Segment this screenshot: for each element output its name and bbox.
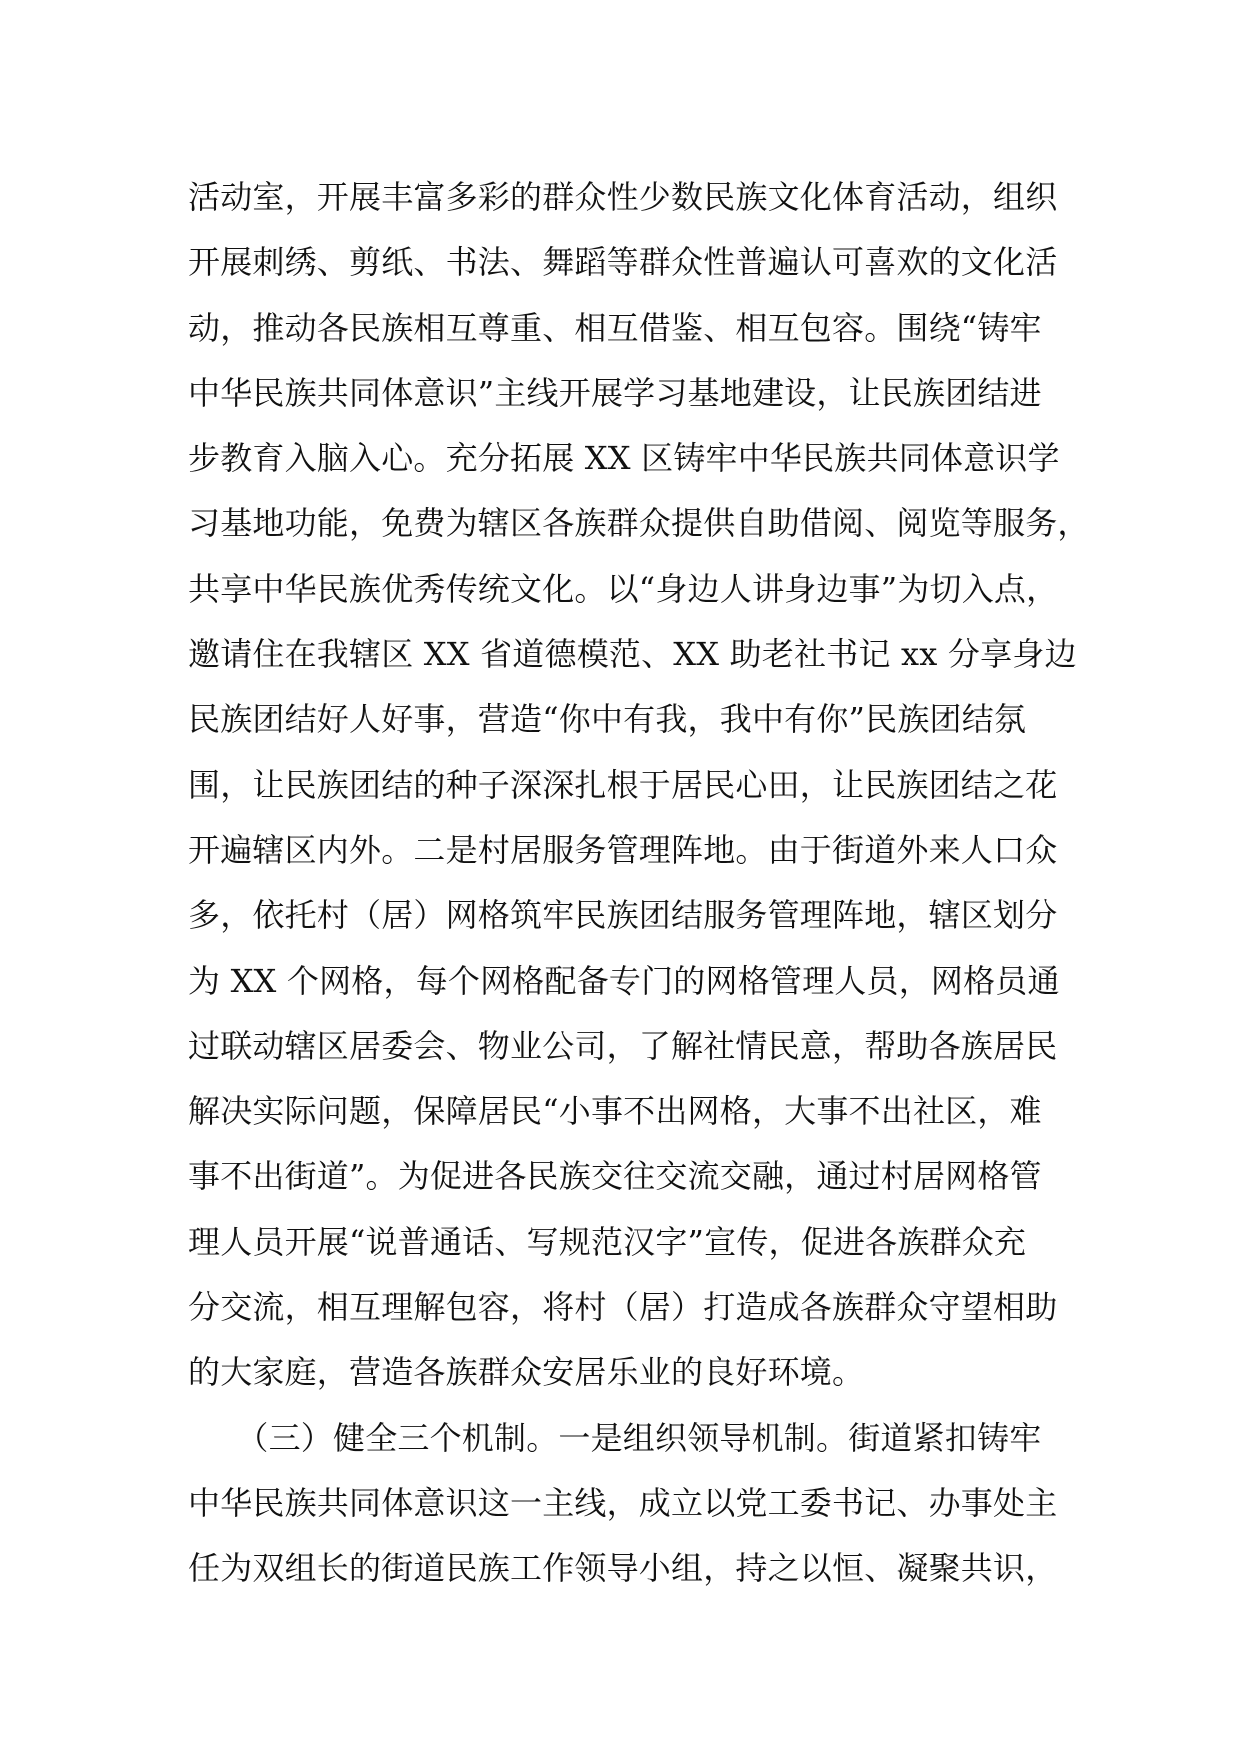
- text-line: 围，让民族团结的种子深深扎根于居民心田，让民族团结之花: [188, 765, 1058, 804]
- text-line: 步教育入脑入心。充分拓展 XX 区铸牢中华民族共同体意识学: [188, 439, 1060, 478]
- text-line: 事不出街道”。为促进各民族交往交流交融，通过村居网格管: [188, 1157, 1042, 1196]
- text-line: 多，依托村（居）网格筑牢民族团结服务管理阵地，辖区划分: [188, 896, 1058, 935]
- body-text: [188, 165, 1088, 1602]
- text-line: 解决实际问题，保障居民“小事不出网格，大事不出社区，难: [188, 1092, 1042, 1131]
- text-line: 分交流，相互理解包容，将村（居）打造成各族群众守望相助: [188, 1288, 1058, 1327]
- text-line: 活动室，开展丰富多彩的群众性少数民族文化体育活动，组织: [188, 178, 1058, 216]
- text-line: 邀请住在我辖区 XX 省道德模范、XX 助老社书记 xx 分享身边: [188, 635, 1077, 674]
- text-line: 习基地功能，免费为辖区各族群众提供自助借阅、阅览等服务，: [188, 504, 1090, 543]
- text-line: 共享中华民族优秀传统文化。以“身边人讲身边事”为切入点，: [188, 569, 1059, 608]
- text-line: 民族团结好人好事，营造“你中有我，我中有你”民族团结氛: [188, 700, 1027, 739]
- text-line: 的大家庭，营造各族群众安居乐业的良好环境。: [188, 1353, 865, 1392]
- text-line: 过联动辖区居委会、物业公司，了解社情民意，帮助各族居民: [188, 1026, 1058, 1065]
- text-line: 为 XX 个网格，每个网格配备专门的网格管理人员，网格员通: [188, 961, 1060, 1000]
- text-line: 开遍辖区内外。二是村居服务管理阵地。由于街道外来人口众: [188, 830, 1058, 869]
- text-line: （三）健全三个机制。一是组织领导机制。街道紧扣铸牢: [188, 1418, 1042, 1457]
- text-line: 开展刺绣、剪纸、书法、舞蹈等群众性普遍认可喜欢的文化活: [188, 243, 1058, 282]
- text-line: 中华民族共同体意识这一主线，成立以党工委书记、办事处主: [188, 1483, 1058, 1522]
- text-line: 动，推动各民族相互尊重、相互借鉴、相互包容。围绕“铸牢: [188, 308, 1042, 347]
- text-line: 中华民族共同体意识”主线开展学习基地建设，让民族团结进: [188, 373, 1042, 412]
- text-line: 任为双组长的街道民族工作领导小组，持之以恒、凝聚共识，: [188, 1549, 1058, 1588]
- text-line: 理人员开展“说普通话、写规范汉字”宣传，促进各族群众充: [188, 1222, 1027, 1261]
